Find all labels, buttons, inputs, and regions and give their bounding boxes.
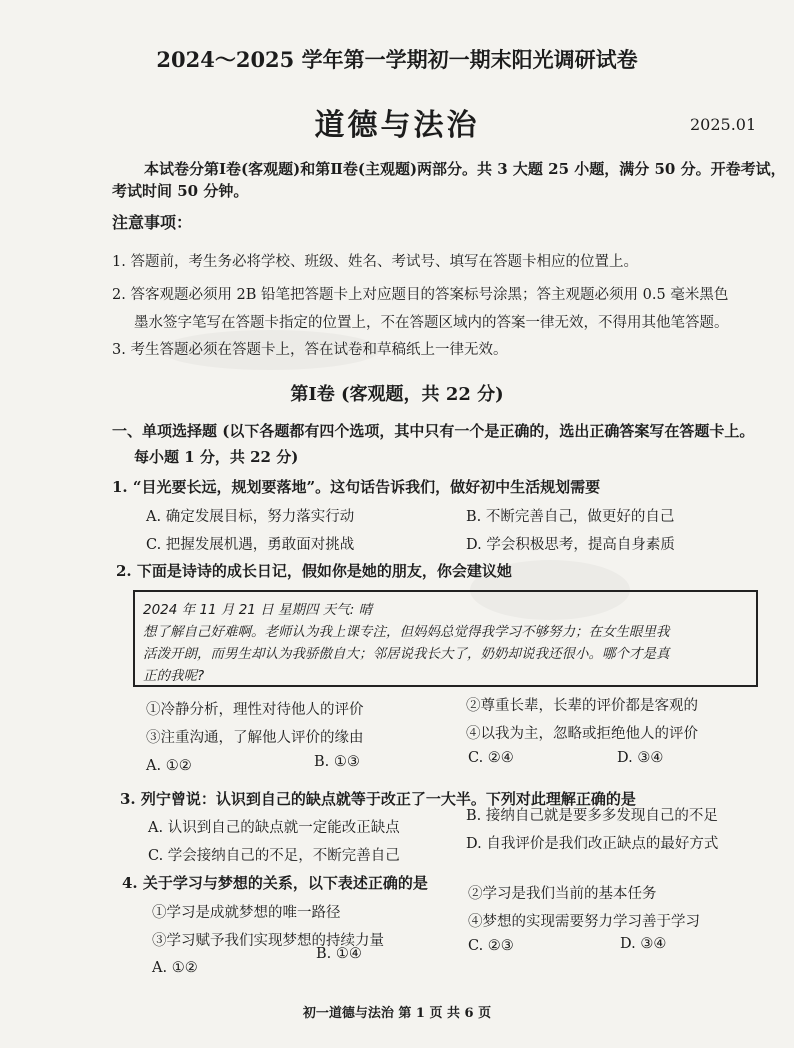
notice-item-2-cont: 墨水签字笔写在答题卡指定的位置上，不在答题区域内的答案一律无效，不得用其他笔答题。: [134, 315, 729, 331]
q1-option-b: B. 不断完善自己，做更好的自己: [466, 509, 675, 525]
section-title: 第Ⅰ卷 (客观题，共 22 分): [290, 384, 504, 405]
exam-title: 2024～2025 学年第一学期初一期末阳光调研试卷: [156, 47, 638, 72]
diary-box: [133, 590, 758, 687]
notice-item-2: 2. 答客观题必须用 2B 铅笔把答题卡上对应题目的答案标号涂黑；答主观题必须用 0.5 毫米黑色: [112, 287, 729, 303]
q2-statement-4: ④以我为主，忽略或拒绝他人的评价: [466, 726, 698, 742]
q1-option-a: A. 确定发展目标，努力落实行动: [146, 509, 355, 525]
q4-statement-4: ④梦想的实现需要努力学习善于学习: [468, 914, 700, 930]
q4-option-d: D. ③④: [620, 936, 667, 952]
subject-title: 道德与法治: [314, 108, 480, 143]
q1-option-d: D. 学会积极思考，提高自身素质: [466, 537, 675, 553]
notice-heading: 注意事项：: [112, 213, 193, 232]
part-heading: 一、单项选择题 (以下各题都有四个选项，其中只有一个是正确的，选出正确答案写在答题卡上。: [112, 422, 755, 440]
notice-item-1: 1. 答题前，考生务必将学校、班级、姓名、考试号、填写在答题卡相应的位置上。: [112, 254, 638, 270]
q4-option-a: A. ①②: [152, 960, 198, 976]
q3-option-b: B. 接纳自己就是要多多发现自己的不足: [466, 808, 718, 824]
q4-option-c: C. ②③: [468, 938, 514, 954]
q1-option-c: C. 把握发展机遇，勇敢面对挑战: [146, 537, 355, 553]
q2-statement-2: ②尊重长辈，长辈的评价都是客观的: [466, 698, 698, 714]
q3-option-c: C. 学会接纳自己的不足，不断完善自己: [148, 848, 400, 864]
diary-line: 想了解自己好难啊。老师认为我上课专注，但妈妈总觉得我学习不够努力；在女生眼里我: [143, 624, 670, 640]
q4-option-b: B. ①④: [316, 946, 362, 962]
q4-statement-3: ③学习赋予我们实现梦想的持续力量: [152, 933, 384, 949]
q3-option-a: A. 认识到自己的缺点就一定能改正缺点: [148, 820, 400, 836]
q4-statement-2: ②学习是我们当前的基本任务: [468, 886, 657, 902]
diary-line: 活泼开朗，而男生却认为我骄傲自大；邻居说我长大了，奶奶却说我还很小。哪个才是真: [143, 646, 670, 662]
q2-stem: 2. 下面是诗诗的成长日记，假如你是她的朋友，你会建议她: [116, 562, 512, 580]
q2-option-d: D. ③④: [617, 750, 664, 766]
q4-statement-1: ①学习是成就梦想的唯一路径: [152, 905, 341, 921]
q2-option-b: B. ①③: [314, 754, 360, 770]
diary-line: 正的我呢?: [143, 668, 205, 684]
q2-option-c: C. ②④: [468, 750, 514, 766]
notice-item-3: 3. 考生答题必须在答题卡上，答在试卷和草稿纸上一律无效。: [112, 342, 508, 358]
q3-stem: 3. 列宁曾说：认识到自己的缺点就等于改正了一大半。下列对此理解正确的是: [120, 790, 636, 808]
q4-stem: 4. 关于学习与梦想的关系，以下表述正确的是: [122, 874, 428, 892]
exam-date: 2025.01: [690, 115, 757, 134]
intro-line-1: 本试卷分第Ⅰ卷(客观题)和第Ⅱ卷(主观题)两部分。共 3 大题 25 小题，满分 50 分。开卷考试，: [144, 160, 786, 178]
q2-statement-3: ③注重沟通，了解他人评价的缘由: [146, 730, 364, 746]
q3-option-d: D. 自我评价是我们改正缺点的最好方式: [466, 836, 719, 852]
part-heading-cont: 每小题 1 分，共 22 分): [134, 448, 299, 466]
q1-stem: 1. “目光要长远，规划要落地”。这句话告诉我们，做好初中生活规划需要: [112, 478, 601, 496]
q2-option-a: A. ①②: [146, 758, 192, 774]
diary-date-line: 2024 年 11 月 21 日 星期四 天气: 晴: [143, 602, 373, 618]
page-footer: 初一道德与法治 第 1 页 共 6 页: [302, 1006, 492, 1021]
q2-statement-1: ①冷静分析，理性对待他人的评价: [146, 702, 364, 718]
intro-line-2: 考试时间 50 分钟。: [112, 182, 249, 200]
